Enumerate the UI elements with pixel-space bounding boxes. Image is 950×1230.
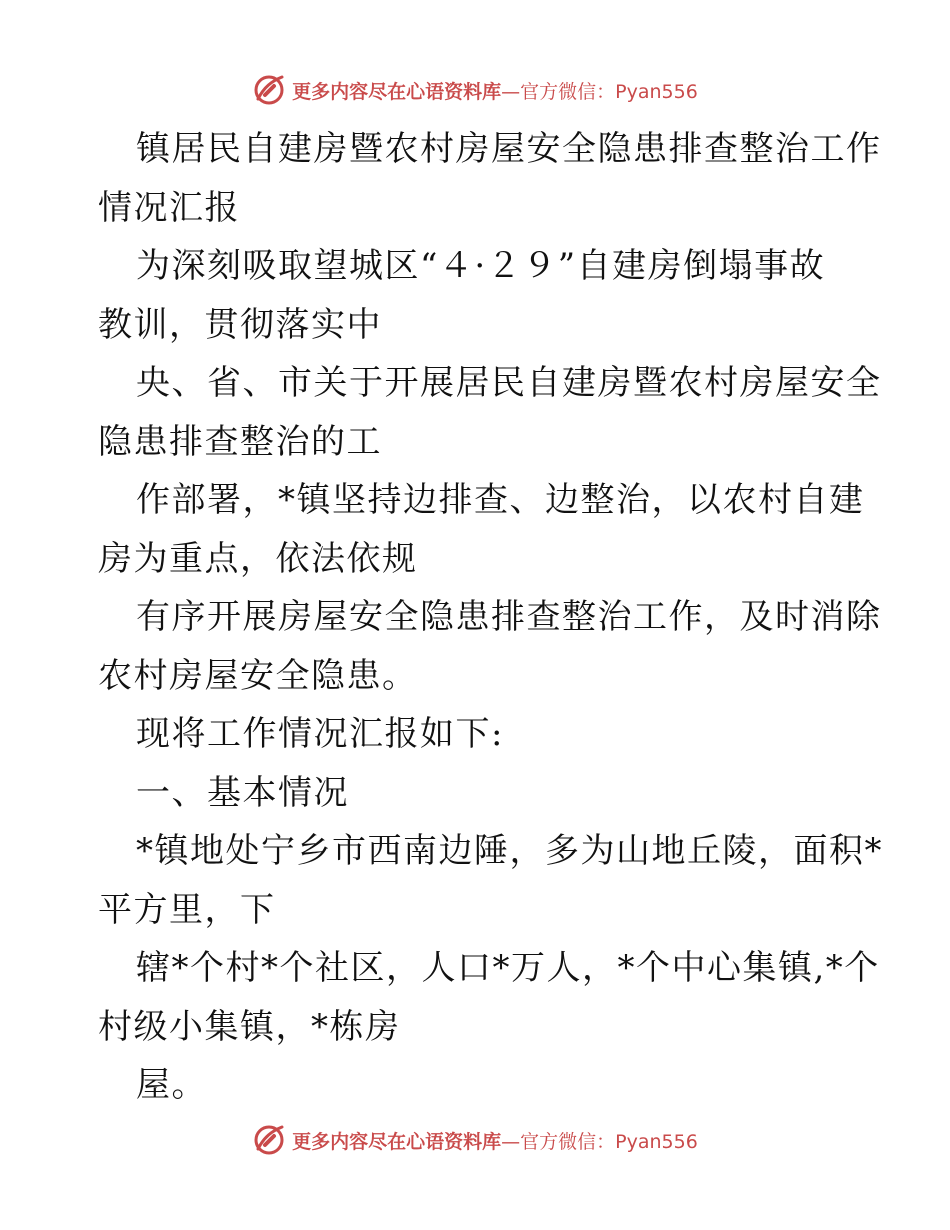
- footer-watermark-banner: [0, 1120, 950, 1160]
- watermark-text-lead: 更多内容尽在心语资料库: [292, 80, 502, 103]
- document-line: 央、省、市关于开展居民自建房暨农村房屋安全: [136, 363, 882, 403]
- document-line: 作部署，*镇坚持边排查、边整治，以农村自建: [136, 480, 865, 520]
- watermark-text-tail: —官方微信：Pyan556: [501, 80, 698, 103]
- document-line: *镇地处宁乡市西南边陲，多为山地丘陵，面积*: [136, 831, 883, 871]
- watermark-text: [292, 1127, 698, 1154]
- document-line: 农村房屋安全隐患。: [98, 655, 418, 696]
- header-watermark-banner: [0, 70, 950, 110]
- document-line: 有序开展房屋安全隐患排查整治工作，及时消除: [136, 597, 882, 637]
- watermark-text: [292, 77, 698, 104]
- document-line: 情况汇报: [98, 187, 240, 228]
- document-line: 辖*个村*个社区，人口*万人，*个中心集镇,*个: [136, 948, 880, 988]
- document-line: 一、基本情况: [136, 772, 349, 813]
- document-body: [98, 120, 883, 1115]
- document-line: 教训，贯彻落实中: [98, 304, 382, 345]
- document-line: 现将工作情况汇报如下:: [136, 714, 504, 754]
- document-line: 为深刻吸取望城区“４·２９”自建房倒塌事故: [136, 246, 826, 286]
- document-line: 房为重点，依法依规: [98, 538, 418, 579]
- watermark-text-lead: 更多内容尽在心语资料库: [292, 1130, 502, 1153]
- pen-circle-logo-icon: [252, 1123, 286, 1157]
- document-line: 隐患排查整治的工: [98, 421, 382, 462]
- document-line: 屋。: [136, 1065, 207, 1105]
- pen-circle-logo-icon: [252, 73, 286, 107]
- document-line: 村级小集镇，*栋房: [98, 1006, 401, 1047]
- document-line: 平方里，下: [98, 889, 276, 930]
- document-line: 镇居民自建房暨农村房屋安全隐患排查整治工作: [136, 129, 882, 169]
- watermark-text-tail: —官方微信：Pyan556: [501, 1130, 698, 1153]
